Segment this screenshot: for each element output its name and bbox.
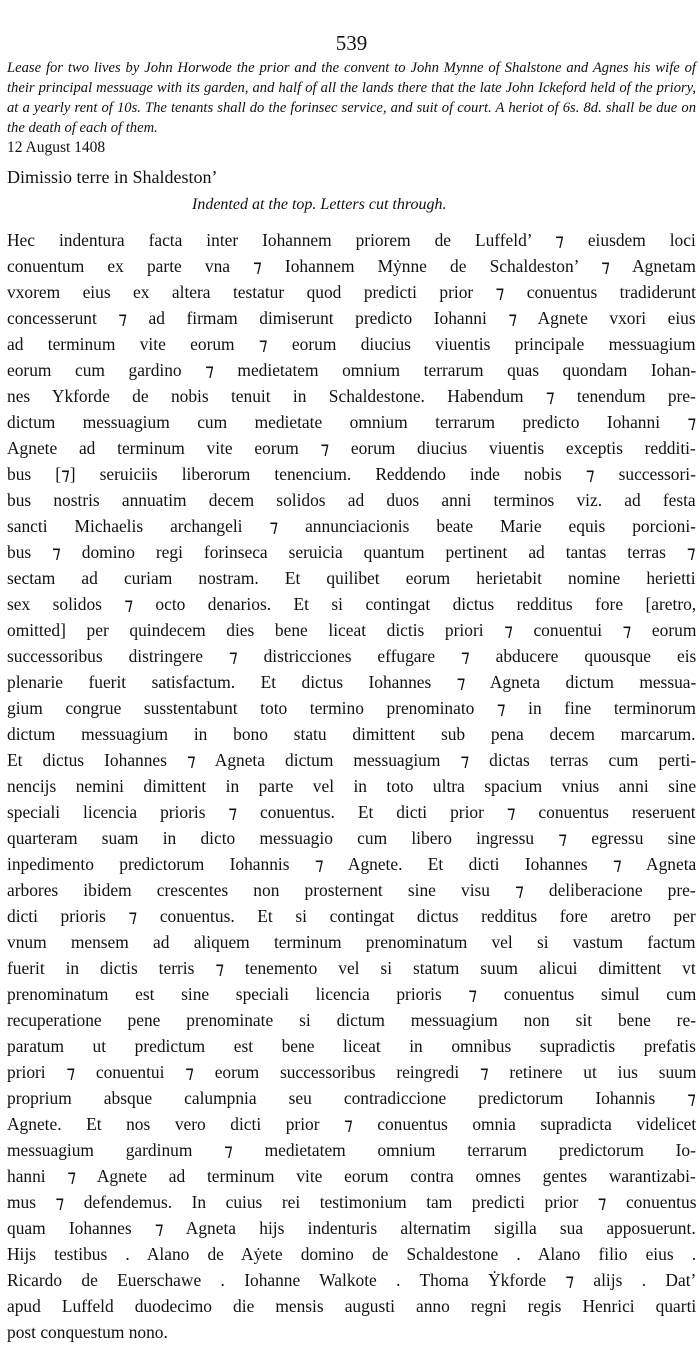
document-heading: Dimissio terre in Shaldeston’ <box>7 167 218 187</box>
charter-line: dicti prioris ⁊ conuentus. Et si contingat dictus redditus fore aretro per <box>7 906 696 926</box>
charter-line: recuperatione pene prenominate si dictum messuagium non sit bene re- <box>7 1010 696 1030</box>
charter-line: eorum cum gardino ⁊ medietatem omnium terrarum quas quondam Iohan- <box>7 360 697 380</box>
charter-line: messuagium gardinum ⁊ medietatem omnium terrarum predictorum Io- <box>7 1140 696 1160</box>
charter-line: nencijs nemini dimittent in parte vel in toto ultra spacium vnius anni sine <box>7 776 697 796</box>
charter-line: hanni ⁊ Agnete ad terminum vite eorum contra omnes gentes warantizabi- <box>7 1166 696 1186</box>
charter-line: vxorem eius ex altera testatur quod predicti prior ⁊ conuentus tradiderunt <box>7 282 696 302</box>
charter-line: plenarie fuerit satisfactum. Et dictus Iohannes ⁊ Agneta dictum messua- <box>7 672 697 692</box>
charter-line: prenominatum est sine speciali licencia prioris ⁊ conuentus simul cum <box>7 984 697 1004</box>
charter-line: gium congrue susstentabunt toto termino prenominato ⁊ in fine terminorum <box>7 698 696 718</box>
charter-line: Agnete. Et nos vero dicti prior ⁊ conuentus omnia supradicta videlicet <box>7 1114 697 1134</box>
charter-line: bus [⁊] seruiciis liberorum tenencium. Reddendo inde nobis ⁊ successori- <box>7 464 696 484</box>
charter-line: Hec indentura facta inter Iohannem priorem de Luffeld’ ⁊ eiusdem loci <box>7 230 696 250</box>
document-summary: Lease for two lives by John Horwode the prior and the convent to John Mynne of Shalstone and Agnes his wife of their principal messuage with its garden, and half of all the lands there that the late John Ickeford held of the priory, at a yearly rent of 10s. The tenants shall do the forinsec service, and suit of court. A heriot of 6s. 8d. shall be due on the death of each of them. <box>7 60 696 136</box>
charter-line: dictum messuagium cum medietate omnium terrarum predicto Iohanni ⁊ <box>7 412 697 432</box>
charter-line: successoribus distringere ⁊ districciones effugare ⁊ abducere quousque eis <box>7 646 697 666</box>
charter-line: sex solidos ⁊ octo denarios. Et si contingat dictus redditus fore [aretro, <box>7 594 697 614</box>
charter-line: ad terminum vite eorum ⁊ eorum diucius viuentis principale messuagium <box>7 334 696 354</box>
charter-line: arbores ibidem crescentes non prosternent sine visu ⁊ deliberacione pre- <box>7 880 696 900</box>
charter-line: Et dictus Iohannes ⁊ Agneta dictum messuagium ⁊ dictas terras cum perti- <box>7 750 697 770</box>
charter-line: priori ⁊ conuentui ⁊ eorum successoribus reingredi ⁊ retinere ut ius suum <box>7 1062 697 1082</box>
charter-line: mus ⁊ defendemus. In cuius rei testimonium tam predicti prior ⁊ conuentus <box>7 1192 697 1212</box>
charter-line: quarteram suam in dicto messuagio cum libero ingressu ⁊ egressu sine <box>7 828 696 848</box>
charter-line: quam Iohannes ⁊ Agneta hijs indenturis alternatim sigilla sua apposuerunt. <box>7 1218 696 1238</box>
charter-line: conuentum ex parte vna ⁊ Iohannem Mẏnne de Schaldeston’ ⁊ Agnetam <box>7 256 696 276</box>
charter-line: inpedimento predictorum Iohannis ⁊ Agnete. Et dicti Iohannes ⁊ Agneta <box>7 854 697 874</box>
charter-line: sancti Michaelis archangeli ⁊ annunciacionis beate Marie equis porcioni- <box>7 516 696 536</box>
charter-line: proprium absque calumpnia seu contradiccione predictorum Iohannis ⁊ <box>7 1088 696 1108</box>
charter-line: paratum ut predictum est bene liceat in omnibus supradictis prefatis <box>7 1036 696 1056</box>
charter-line: fuerit in dictis terris ⁊ tenemento vel si statum suum alicui dimittent vt <box>7 958 696 978</box>
charter-line: vnum mensem ad aliquem terminum prenominatum vel si vastum factum <box>7 932 696 952</box>
charter-line: post conquestum nono. <box>7 1322 168 1342</box>
charter-line: Ricardo de Euerschawe . Iohanne Walkote . Thoma Ẏkforde ⁊ alijs . Dat’ <box>7 1270 697 1290</box>
charter-text <box>7 227 696 1345</box>
charter-line: bus ⁊ domino regi forinseca seruicia quantum pertinent ad tantas terras ⁊ <box>7 542 696 562</box>
charter-line: concesserunt ⁊ ad firmam dimiserunt predicto Iohanni ⁊ Agnete vxori eius <box>7 308 696 328</box>
document-date: 12 August 1408 <box>7 139 106 156</box>
charter-line: nes Ykforde de nobis tenuit in Schaldestone. Habendum ⁊ tenendum pre- <box>7 386 696 406</box>
charter-line: Agnete ad terminum vite eorum ⁊ eorum diucius viuentis exceptis redditi- <box>7 438 696 458</box>
charter-line: omitted] per quindecem dies bene liceat dictis priori ⁊ conuentui ⁊ eorum <box>7 620 697 640</box>
charter-line: sectam ad curiam nostram. Et quilibet eorum herietabit nomine herietti <box>7 568 696 588</box>
editorial-note: Indented at the top. Letters cut through. <box>192 196 447 213</box>
charter-line: bus nostris annuatim decem solidos ad duos anni terminos viz. ad festa <box>7 490 696 510</box>
charter-line: Hijs testibus . Alano de Aẏete domino de Schaldestone . Alano filio eius . <box>7 1244 697 1264</box>
page-number: 539 <box>335 31 368 55</box>
charter-line: dictum messuagium in bono statu dimittent sub pena decem marcarum. <box>7 724 696 744</box>
charter-line: apud Luffeld duodecimo die mensis augusti anno regni regis Henrici quarti <box>7 1296 697 1316</box>
charter-line: speciali licencia prioris ⁊ conuentus. Et dicti prior ⁊ conuentus reseruent <box>7 802 696 822</box>
